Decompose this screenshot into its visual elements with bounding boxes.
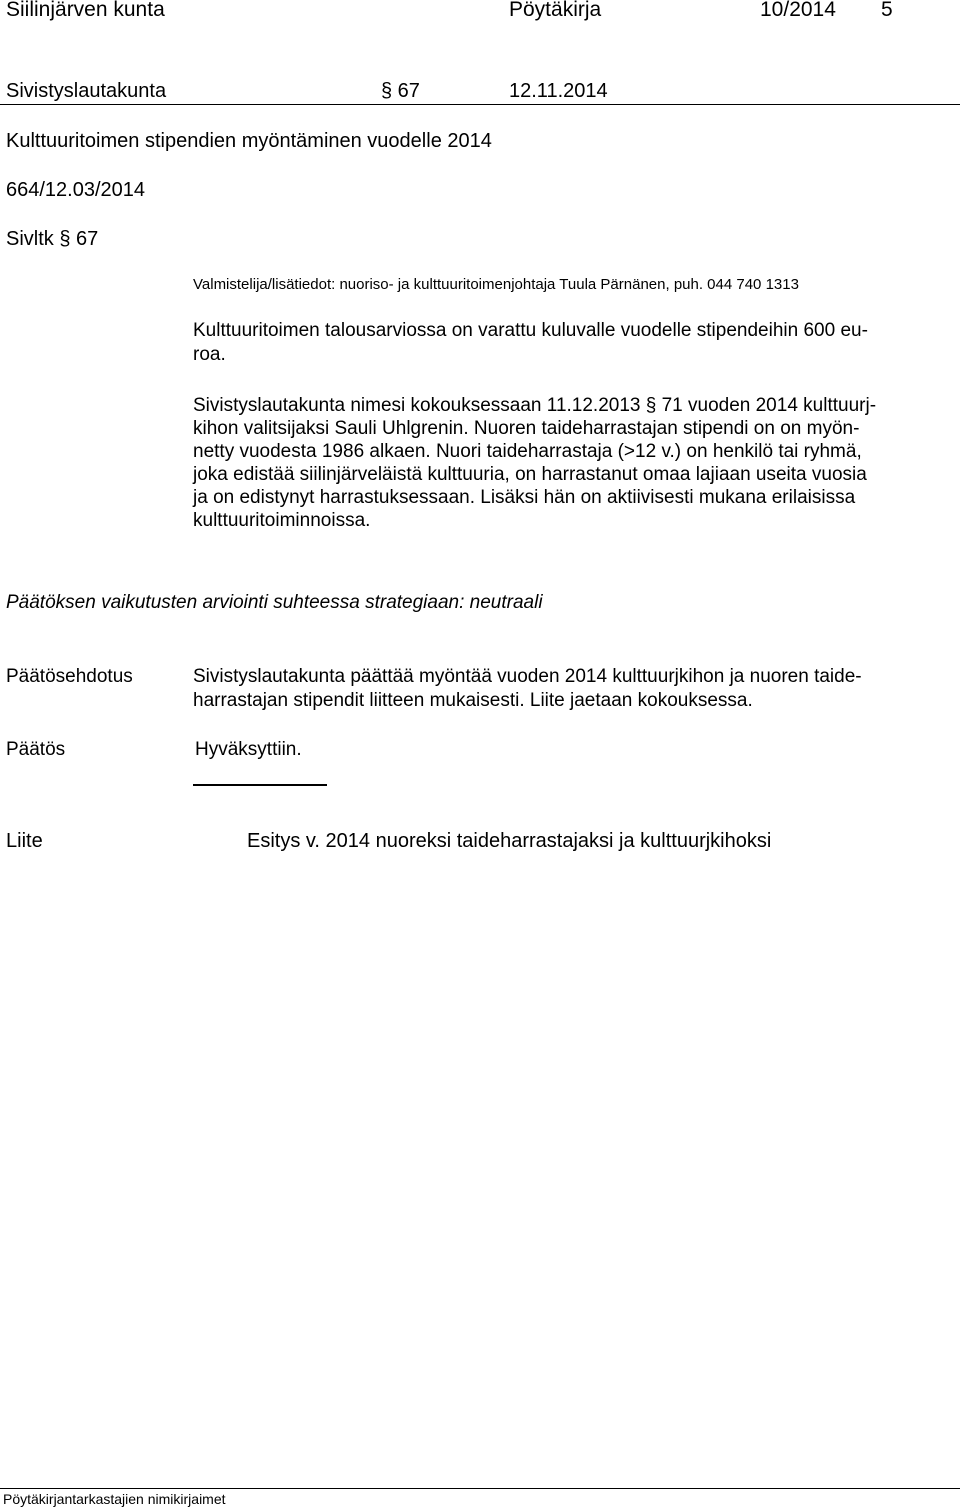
proposal-text [193, 665, 862, 713]
paragraph-line: Kulttuuritoimen talousarviossa on varattu kuluvalle vuodelle stipendeihin 600 eu- [193, 320, 868, 341]
header-divider [0, 104, 960, 105]
meeting-date: 12.11.2014 [509, 80, 608, 102]
footer-divider [0, 1488, 960, 1489]
paragraph-line: joka edistää siilinjärveläistä kulttuuria, on harrastanut omaa lajiaan useita vuosia [193, 464, 867, 485]
decision-text: Hyväksyttiin. [195, 739, 302, 760]
paragraph-line: kulttuuritoiminnoissa. [193, 510, 371, 531]
paragraph-line: Sivistyslautakunta nimesi kokouksessaan 11.12.2013 § 71 vuoden 2014 kulttuurj- [193, 395, 877, 416]
budget-paragraph [193, 319, 868, 367]
paragraph-line: netty vuodesta 1986 alkaen. Nuori taideharrastaja (>12 v.) on henkilö tai ryhmä, [193, 441, 862, 462]
item-reference: 664/12.03/2014 [6, 179, 146, 201]
paragraph-line: kihon valitsijaksi Sauli Uhlgrenin. Nuoren taideharrastajan stipendi on on myön- [193, 418, 860, 439]
decision-label: Päätös [6, 739, 66, 760]
previous-section: Sivltk § 67 [6, 228, 99, 250]
decision-underline [193, 784, 327, 786]
impact-statement: Päätöksen vaikutusten arviointi suhteessa strategiaan: neutraali [6, 592, 543, 613]
nomination-paragraph [193, 394, 876, 532]
municipality-name: Siilinjärven kunta [6, 0, 165, 21]
document-type: Pöytäkirja [509, 0, 602, 21]
proposal-label: Päätösehdotus [6, 666, 133, 687]
paragraph-line: ja on edistynyt harrastuksessaan. Lisäksi hän on aktiivisesti mukana erilaisissa [193, 487, 856, 508]
paragraph-line: roa. [193, 344, 226, 365]
meeting-section: § 67 [381, 80, 420, 102]
signature-label: Pöytäkirjantarkastajien nimikirjaimet [3, 1491, 226, 1507]
document-number: 10/2014 [760, 0, 836, 21]
meeting-body: Sivistyslautakunta [6, 80, 167, 102]
preparer-info: Valmistelija/lisätiedot: nuoriso- ja kulttuuritoimenjohtaja Tuula Pärnänen, puh. 044 740 1313 [193, 276, 799, 293]
proposal-line: harrastajan stipendit liitteen mukaisesti. Liite jaetaan kokouksessa. [193, 690, 753, 711]
item-title: Kulttuuritoimen stipendien myöntäminen vuodelle 2014 [6, 130, 492, 152]
attachment-text: Esitys v. 2014 nuoreksi taideharrastajaksi ja kulttuurjkihoksi [247, 830, 772, 852]
page-number: 5 [881, 0, 893, 21]
proposal-line: Sivistyslautakunta päättää myöntää vuoden 2014 kulttuurjkihon ja nuoren taide- [193, 666, 862, 687]
attachment-label: Liite [6, 830, 43, 852]
